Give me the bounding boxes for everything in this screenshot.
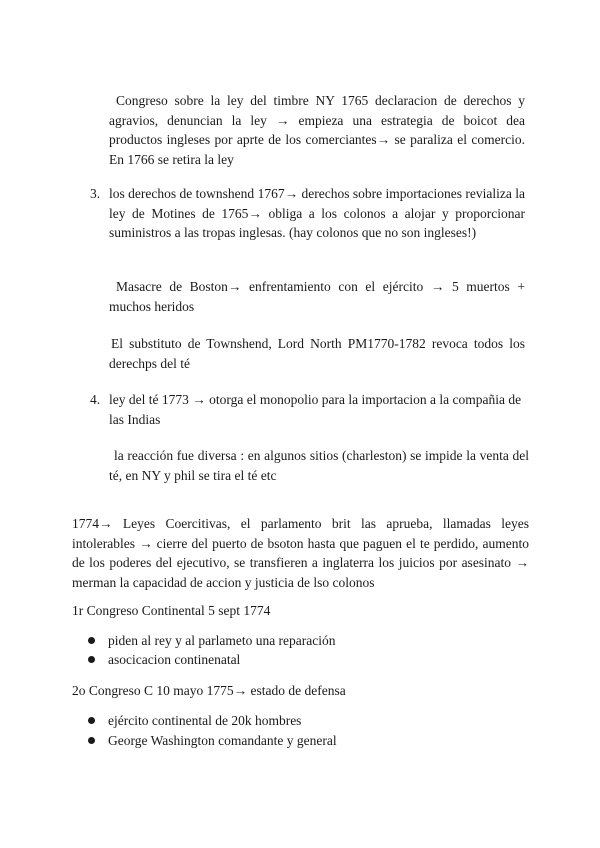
heading-congreso-continental-1: 1r Congreso Continental 5 sept 1774: [72, 603, 271, 618]
bullet-dot-icon: [88, 656, 95, 663]
paragraph-masacre-boston: Masacre de Boston→ enfrentamiento con el ejército → 5 muertos + muchos heridos: [109, 279, 525, 314]
paragraph-leyes-coercitivas: 1774→ Leyes Coercitivas, el parlamento brit las aprueba, llamadas leyes intolerables → cierre del puerto de bsoton hasta que paguen el te perdido, aumento de los poderes del ejecutivo, se transfieren a inglaterra los juicios por asesinato → merman la capacidad de accion y justicia de lso colonos: [72, 516, 529, 590]
list-number-4: 4.: [90, 392, 101, 407]
paragraph-reaccion: la reacción fue diversa : en algunos sitios (charleston) se impide la venta del té, en NY y phil se tira el té etc: [109, 448, 529, 483]
bullet-text: asocicacion continenatal: [108, 652, 241, 667]
heading-congreso-continental-2: 2o Congreso C 10 mayo 1775→ estado de defensa: [72, 683, 346, 698]
bullet-dot-icon: [88, 637, 95, 644]
bullet-text: piden al rey y al parlameto una reparación: [108, 633, 336, 648]
list-number-3: 3.: [90, 186, 101, 201]
paragraph-congreso-timbre: Congreso sobre la ley del timbre NY 1765 declaracion de derechos y agravios, denuncian la ley → empieza una estrategia de boicot dea productos ingleses por aprte de los comerciantes→ se paraliza el comercio. En 1766 se retira la ley: [109, 93, 525, 167]
paragraph-substituto-townshend: El substituto de Townshend, Lord North PM1770-1782 revoca todos los derechps del té: [109, 336, 525, 371]
bullet-dot-icon: [88, 737, 95, 744]
bullet-text: ejército continental de 20k hombres: [108, 713, 302, 728]
list-item-townshend: los derechos de townshend 1767→ derechos sobre importaciones revializa la ley de Motines de 1765→ obliga a los colonos a alojar y proporcionar suministros a las tropas inglesas. (hay colonos que no son ingleses!): [109, 186, 525, 241]
bullet-dot-icon: [88, 717, 95, 724]
bullet-text: George Washington comandante y general: [108, 733, 337, 748]
list-item-ley-te: ley del té 1773 → otorga el monopolio para la importacion a la compañia de las Indias: [109, 392, 522, 427]
